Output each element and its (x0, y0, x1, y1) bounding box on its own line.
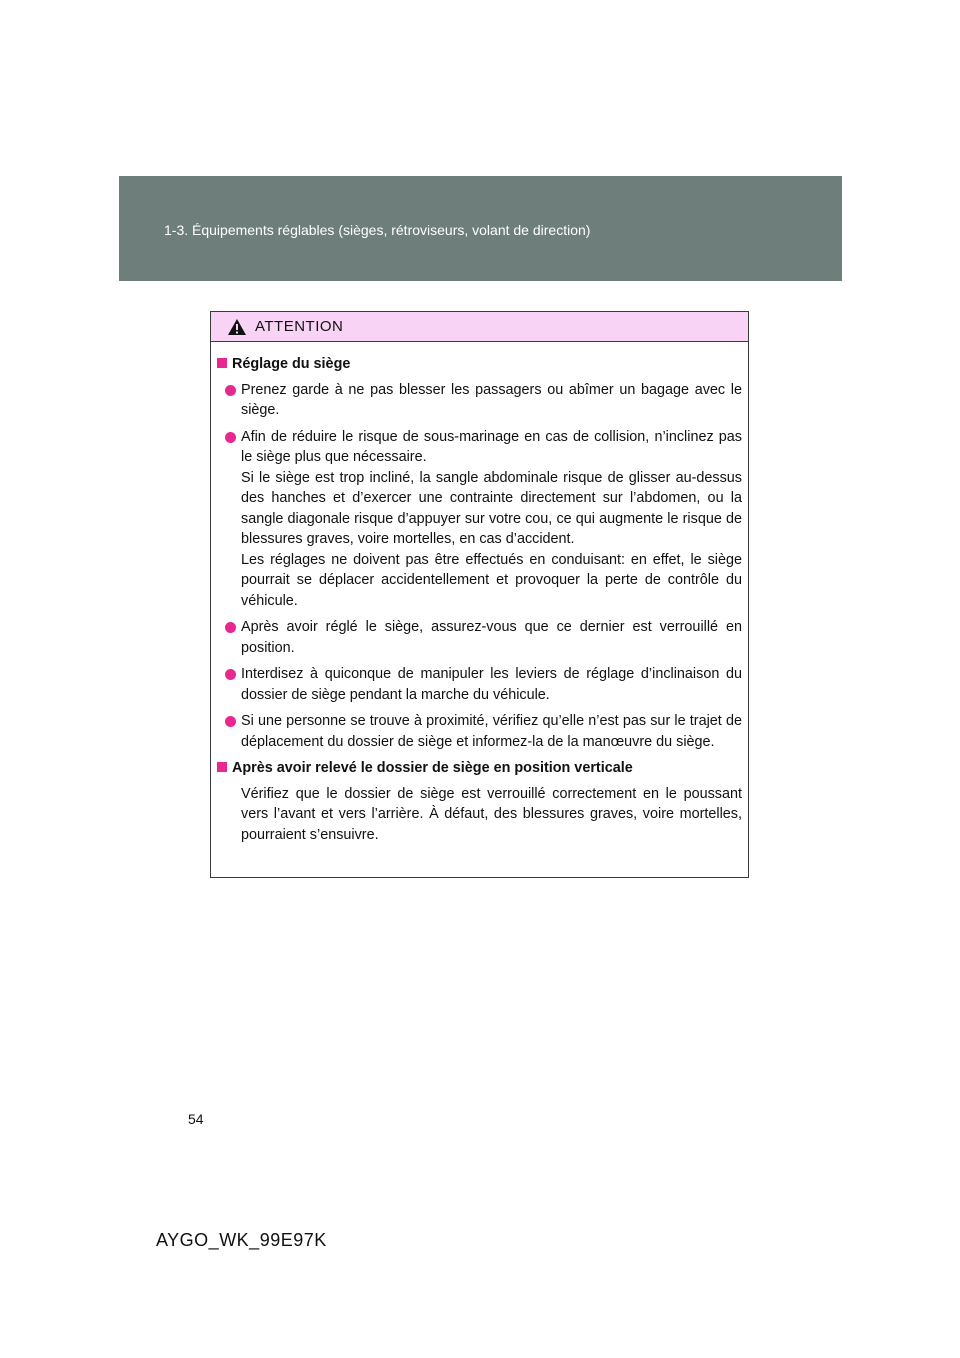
warning-box-body (211, 342, 748, 845)
list-item (225, 617, 742, 658)
warning-box-header (211, 312, 748, 342)
section-title: Après avoir relevé le dossier de siège en position verticale (217, 758, 742, 779)
section-title: Réglage du siège (217, 354, 742, 375)
round-bullet-icon (225, 716, 236, 727)
list-item (225, 664, 742, 705)
list-item (225, 427, 742, 612)
square-bullet-icon (217, 358, 227, 368)
list-item (225, 380, 742, 421)
warning-title: ATTENTION (255, 318, 344, 335)
bullet-text: Si le siège est trop incliné, la sangle abdominale risque de glisser au-dessus des hanches et d’exercer une contrainte directement sur l’abdomen, ou la sangle diagonale risque d’appuyer sur votre cou, ce qui augmente le risque de blessures graves, voire mortelles, en cas d’accident. (241, 469, 742, 547)
square-bullet-icon (217, 762, 227, 772)
round-bullet-icon (225, 432, 236, 443)
bullet-text: Prenez garde à ne pas blesser les passagers ou abîmer un bagage avec le siège. (241, 381, 742, 418)
document-code: AYGO_WK_99E97K (156, 1230, 327, 1250)
round-bullet-icon (225, 622, 236, 633)
bullet-text: Les réglages ne doivent pas être effectués en conduisant: en effet, le siège pourrait se déplacer accidentellement et provoquer la perte de contrôle du véhicule. (241, 551, 742, 609)
page-number: 54 (188, 1111, 204, 1127)
breadcrumb: 1-3. Équipements réglables (sièges, rétroviseurs, volant de direction) (164, 222, 591, 238)
chapter-header (119, 176, 842, 281)
section-text: Vérifiez que le dossier de siège est verrouillé correctement en le poussant vers l’avant et vers l’arrière. À défaut, des blessures graves, voire mortelles, pourraient s’ensuivre. (241, 785, 742, 843)
bullet-text: Après avoir réglé le siège, assurez-vous que ce dernier est verrouillé en position. (241, 619, 742, 656)
warning-box (210, 311, 749, 878)
bullet-text: Si une personne se trouve à proximité, vérifiez qu’elle n’est pas sur le trajet de déplacement du dossier de siège et informez-la de la manœuvre du siège. (241, 713, 742, 750)
round-bullet-icon (225, 385, 236, 396)
warning-triangle-icon (227, 318, 247, 336)
bullet-text: Afin de réduire le risque de sous-marinage en cas de collision, n’inclinez pas le siège plus que nécessaire. (241, 428, 742, 465)
bullet-text: Interdisez à quiconque de manipuler les leviers de réglage d’inclinaison du dossier de siège pendant la marche du véhicule. (241, 666, 742, 703)
list-item (225, 711, 742, 752)
round-bullet-icon (225, 669, 236, 680)
